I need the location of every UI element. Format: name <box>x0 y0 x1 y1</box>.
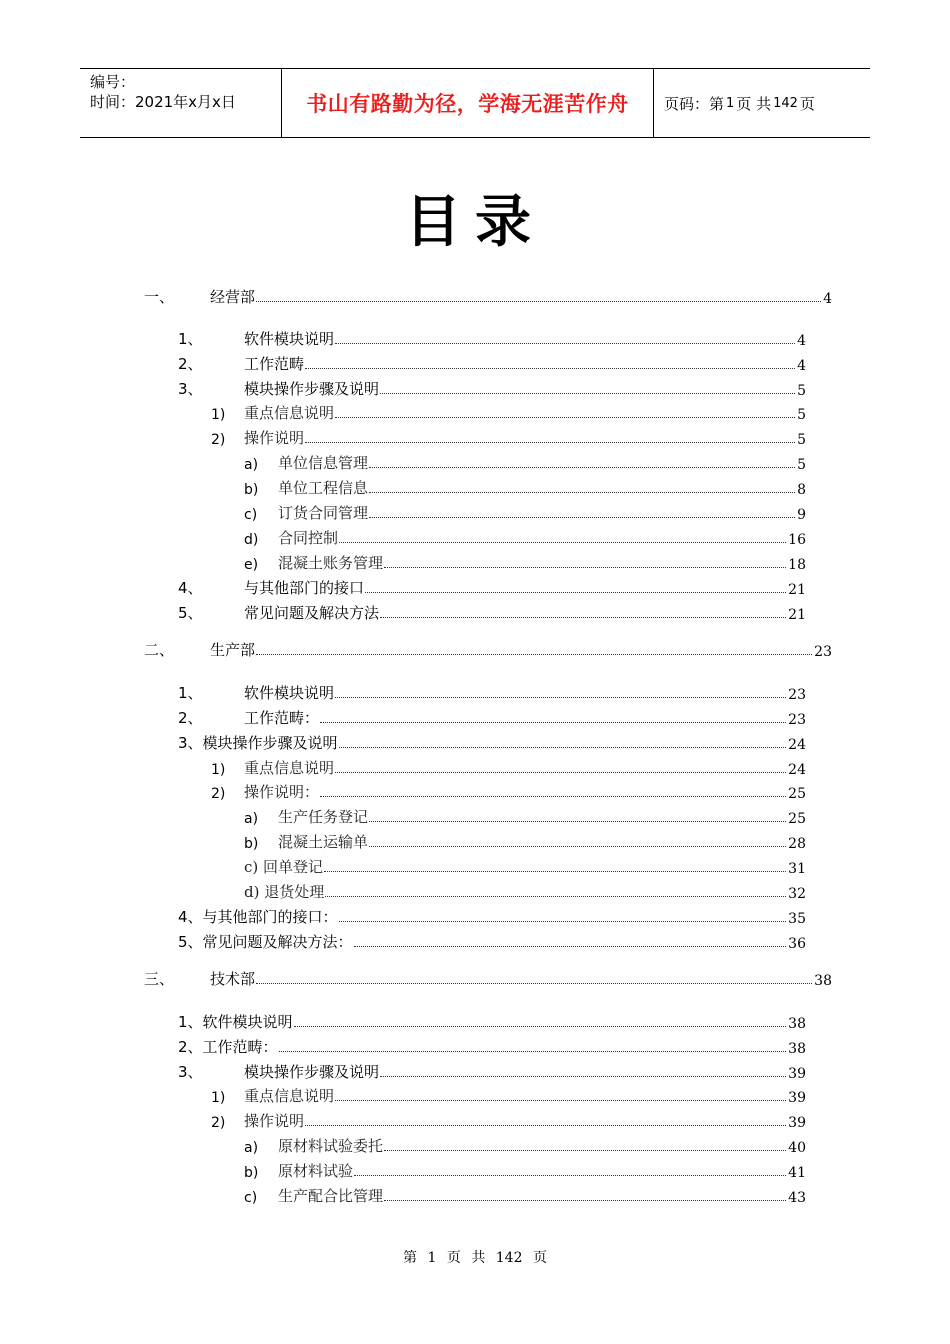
toc-entry-page: 4 <box>797 333 806 349</box>
toc-dot-leader <box>380 393 795 394</box>
toc-entry[interactable] <box>244 880 806 902</box>
toc-entry[interactable] <box>244 1134 806 1156</box>
header-page-prefix: 页码：第 <box>664 94 725 113</box>
toc-entry-title: 软件模块说明 <box>244 684 335 702</box>
toc-entry-page: 40 <box>788 1140 806 1156</box>
toc-dot-leader <box>320 722 786 723</box>
toc-entry-title: 操作说明 <box>244 1112 305 1130</box>
toc-entry-title: 4、与其他部门的接口： <box>178 908 338 926</box>
footer-current: 1 <box>427 1250 437 1266</box>
toc-entry-page: 39 <box>788 1090 806 1106</box>
toc-entry[interactable] <box>178 1060 806 1082</box>
toc-dot-leader <box>369 467 795 468</box>
toc-entry-page: 18 <box>788 557 806 573</box>
toc-entry-page: 25 <box>788 811 806 827</box>
toc-entry[interactable] <box>144 638 832 660</box>
toc-dot-leader <box>335 343 795 344</box>
toc-entry[interactable] <box>211 1084 806 1106</box>
toc-entry-number: 1、 <box>178 684 203 702</box>
toc-dot-leader <box>354 946 787 947</box>
toc-entry-title: c) 回单登记 <box>244 858 324 876</box>
toc-entry-title: 常见问题及解决方法 <box>244 604 380 622</box>
toc-dot-leader <box>325 896 786 897</box>
toc-entry[interactable] <box>178 352 806 374</box>
toc-dot-leader <box>324 871 786 872</box>
toc-entry-page: 32 <box>788 886 806 902</box>
toc-dot-leader <box>369 492 795 493</box>
toc-dot-leader <box>384 567 786 568</box>
toc-dot-leader <box>256 301 821 302</box>
toc-entry-number: d) <box>244 532 259 548</box>
toc-entry-page: 24 <box>788 737 806 753</box>
toc-dot-leader <box>335 1100 786 1101</box>
toc-entry-number: 1) <box>211 1090 226 1106</box>
toc-dot-leader <box>305 1125 786 1126</box>
toc-entry-page: 23 <box>788 712 806 728</box>
toc-entry[interactable] <box>178 327 806 349</box>
toc-entry-page: 23 <box>814 644 832 660</box>
footer-prefix: 第 <box>403 1250 418 1266</box>
toc-entry[interactable] <box>178 681 806 703</box>
toc-entry-page: 36 <box>788 936 806 952</box>
toc-entry-page: 5 <box>797 383 806 399</box>
toc-entry-page: 41 <box>788 1165 806 1181</box>
toc-dot-leader <box>384 1200 786 1201</box>
toc-entry-page: 21 <box>788 607 806 623</box>
toc-entry-page: 39 <box>788 1066 806 1082</box>
toc-entry-title: 重点信息说明 <box>244 759 335 777</box>
toc-dot-leader <box>339 921 787 922</box>
toc-dot-leader <box>369 846 786 847</box>
toc-entry-page: 4 <box>823 291 832 307</box>
toc-entry-number: e) <box>244 557 259 573</box>
toc-entry-title: 原材料试验委托 <box>278 1137 384 1155</box>
toc-entry[interactable] <box>178 731 806 753</box>
toc-dot-leader <box>380 617 786 618</box>
toc-dot-leader <box>365 592 786 593</box>
toc-dot-leader <box>339 747 787 748</box>
toc-entry-number: b) <box>244 482 259 498</box>
header-time-label: 时间：2021年x月x日 <box>90 93 236 111</box>
toc-entry[interactable] <box>211 756 806 778</box>
toc-entry-number: a) <box>244 811 259 827</box>
toc-entry-number: a) <box>244 457 259 473</box>
toc-dot-leader <box>384 1150 786 1151</box>
toc-entry-title: 软件模块说明 <box>244 330 335 348</box>
toc-dot-leader <box>335 417 795 418</box>
toc-entry-title: 订货合同管理 <box>278 504 369 522</box>
toc-entry-number: 4、 <box>178 579 203 597</box>
toc-entry[interactable] <box>144 967 832 989</box>
toc-entry-number: 1) <box>211 762 226 778</box>
toc-entry-page: 38 <box>788 1016 806 1032</box>
page-footer <box>0 1247 950 1267</box>
toc-entry[interactable] <box>178 930 806 952</box>
toc-entry-page: 8 <box>797 482 806 498</box>
toc-entry-number: 3、 <box>178 1063 203 1081</box>
toc-dot-leader <box>354 1175 786 1176</box>
toc-entry-page: 38 <box>814 973 832 989</box>
footer-mid2: 共 <box>471 1250 486 1266</box>
toc-entry-page: 16 <box>788 532 806 548</box>
toc-entry[interactable] <box>244 805 806 827</box>
toc-dot-leader <box>339 542 786 543</box>
toc-entry-number: 2) <box>211 432 226 448</box>
toc-entry[interactable] <box>178 601 806 623</box>
toc-entry-number: 2) <box>211 786 226 802</box>
toc-dot-leader <box>256 983 812 984</box>
toc-entry-page: 5 <box>797 457 806 473</box>
toc-entry-page: 39 <box>788 1115 806 1131</box>
toc-entry[interactable] <box>244 551 806 573</box>
toc-entry[interactable] <box>244 855 806 877</box>
header-page-current: 1 <box>726 95 735 111</box>
toc-entry[interactable] <box>244 1159 806 1181</box>
header-motto: 书山有路勤为径，学海无涯苦作舟 <box>282 69 654 137</box>
toc-entry-title: 模块操作步骤及说明 <box>244 1063 380 1081</box>
footer-mid1: 页 <box>446 1250 461 1266</box>
toc-dot-leader <box>256 654 812 655</box>
toc-entry[interactable] <box>244 476 806 498</box>
toc-entry-title: 混凝土账务管理 <box>278 554 384 572</box>
toc-entry-number: 2) <box>211 1115 226 1131</box>
toc-entry-title: 重点信息说明 <box>244 1087 335 1105</box>
toc-entry-page: 38 <box>788 1041 806 1057</box>
toc-entry-page: 25 <box>788 786 806 802</box>
toc-entry-page: 24 <box>788 762 806 778</box>
toc-entry-title: 与其他部门的接口 <box>244 579 365 597</box>
toc-entry-title: 生产任务登记 <box>278 808 369 826</box>
toc-entry-number: 1) <box>211 407 226 423</box>
toc-entry-title: d) 退货处理 <box>244 883 325 901</box>
toc-entry-page: 35 <box>788 911 806 927</box>
toc-entry[interactable] <box>244 830 806 852</box>
toc-entry[interactable] <box>211 426 806 448</box>
toc-entry-number: 二、 <box>144 641 175 659</box>
toc-dot-leader <box>294 1026 787 1027</box>
toc-dot-leader <box>335 697 786 698</box>
page-title: 目录 <box>405 190 545 255</box>
toc-entry-number: c) <box>244 1190 258 1206</box>
toc-entry-title: 工作范畴 <box>244 355 305 373</box>
toc-entry-title: 5、常见问题及解决方法： <box>178 933 353 951</box>
toc-dot-leader <box>369 517 795 518</box>
toc-entry[interactable] <box>244 501 806 523</box>
toc-entry-number: 5、 <box>178 604 203 622</box>
toc-entry-number: c) <box>244 507 258 523</box>
toc-entry[interactable] <box>178 905 806 927</box>
header-page-mid: 页 共 <box>736 94 772 113</box>
toc-entry-number: b) <box>244 836 259 852</box>
toc-entry-page: 9 <box>797 507 806 523</box>
toc-entry-number: 一、 <box>144 288 175 306</box>
toc-entry-page: 5 <box>797 407 806 423</box>
toc-dot-leader <box>369 821 786 822</box>
toc-entry[interactable] <box>178 1010 806 1032</box>
toc-entry-page: 5 <box>797 432 806 448</box>
toc-dot-leader <box>335 772 786 773</box>
toc-entry[interactable] <box>211 1109 806 1131</box>
toc-entry-title: 模块操作步骤及说明 <box>244 380 380 398</box>
toc-entry-page: 23 <box>788 687 806 703</box>
toc-dot-leader <box>305 442 795 443</box>
toc-entry[interactable] <box>178 377 806 399</box>
toc-entry[interactable] <box>178 1035 806 1057</box>
toc-dot-leader <box>279 1051 787 1052</box>
toc-entry[interactable] <box>211 780 806 802</box>
toc-entry-number: 1、 <box>178 330 203 348</box>
toc-entry[interactable] <box>244 1184 806 1206</box>
toc-entry-title: 生产部 <box>210 641 256 659</box>
toc-entry-page: 31 <box>788 861 806 877</box>
toc-entry[interactable] <box>178 576 806 598</box>
toc-entry-page: 4 <box>797 358 806 374</box>
toc-entry-page: 28 <box>788 836 806 852</box>
toc-entry-number: 2、 <box>178 355 203 373</box>
toc-entry-number: b) <box>244 1165 259 1181</box>
toc-entry[interactable] <box>178 706 806 728</box>
toc-entry[interactable] <box>144 285 832 307</box>
toc-entry-title: 技术部 <box>210 970 256 988</box>
toc-dot-leader <box>380 1076 786 1077</box>
toc-entry-title: 重点信息说明 <box>244 404 335 422</box>
toc-dot-leader <box>320 796 786 797</box>
toc-dot-leader <box>305 368 795 369</box>
toc-entry[interactable] <box>244 451 806 473</box>
toc-entry-title: 单位信息管理 <box>278 454 369 472</box>
toc-entry-number: 2、 <box>178 709 203 727</box>
header-page-total: 142 <box>773 95 798 111</box>
toc-entry-title: 原材料试验 <box>278 1162 354 1180</box>
toc-entry-title: 3、模块操作步骤及说明 <box>178 734 338 752</box>
toc-entry-title: 2、工作范畴： <box>178 1038 278 1056</box>
toc-entry-title: 经营部 <box>210 288 256 306</box>
toc-entry[interactable] <box>211 401 806 423</box>
toc-entry-page: 43 <box>788 1190 806 1206</box>
toc-entry-number: 三、 <box>144 970 175 988</box>
toc-entry-title: 操作说明 <box>244 429 305 447</box>
toc-entry-title: 工作范畴： <box>244 709 320 727</box>
toc-entry-page: 21 <box>788 582 806 598</box>
toc-entry-title: 合同控制 <box>278 529 339 547</box>
toc-entry-title: 1、软件模块说明 <box>178 1013 293 1031</box>
header-page-suffix: 页 <box>799 94 815 113</box>
toc-entry-title: 混凝土运输单 <box>278 833 369 851</box>
toc-entry-title: 生产配合比管理 <box>278 1187 384 1205</box>
toc-entry-number: 3、 <box>178 380 203 398</box>
footer-suffix: 页 <box>532 1250 547 1266</box>
header-number-label: 编号： <box>90 73 136 91</box>
toc-entry-title: 操作说明： <box>244 783 320 801</box>
toc-entry[interactable] <box>244 526 806 548</box>
footer-total: 142 <box>495 1250 523 1266</box>
toc-entry-title: 单位工程信息 <box>278 479 369 497</box>
toc-entry-number: a) <box>244 1140 259 1156</box>
